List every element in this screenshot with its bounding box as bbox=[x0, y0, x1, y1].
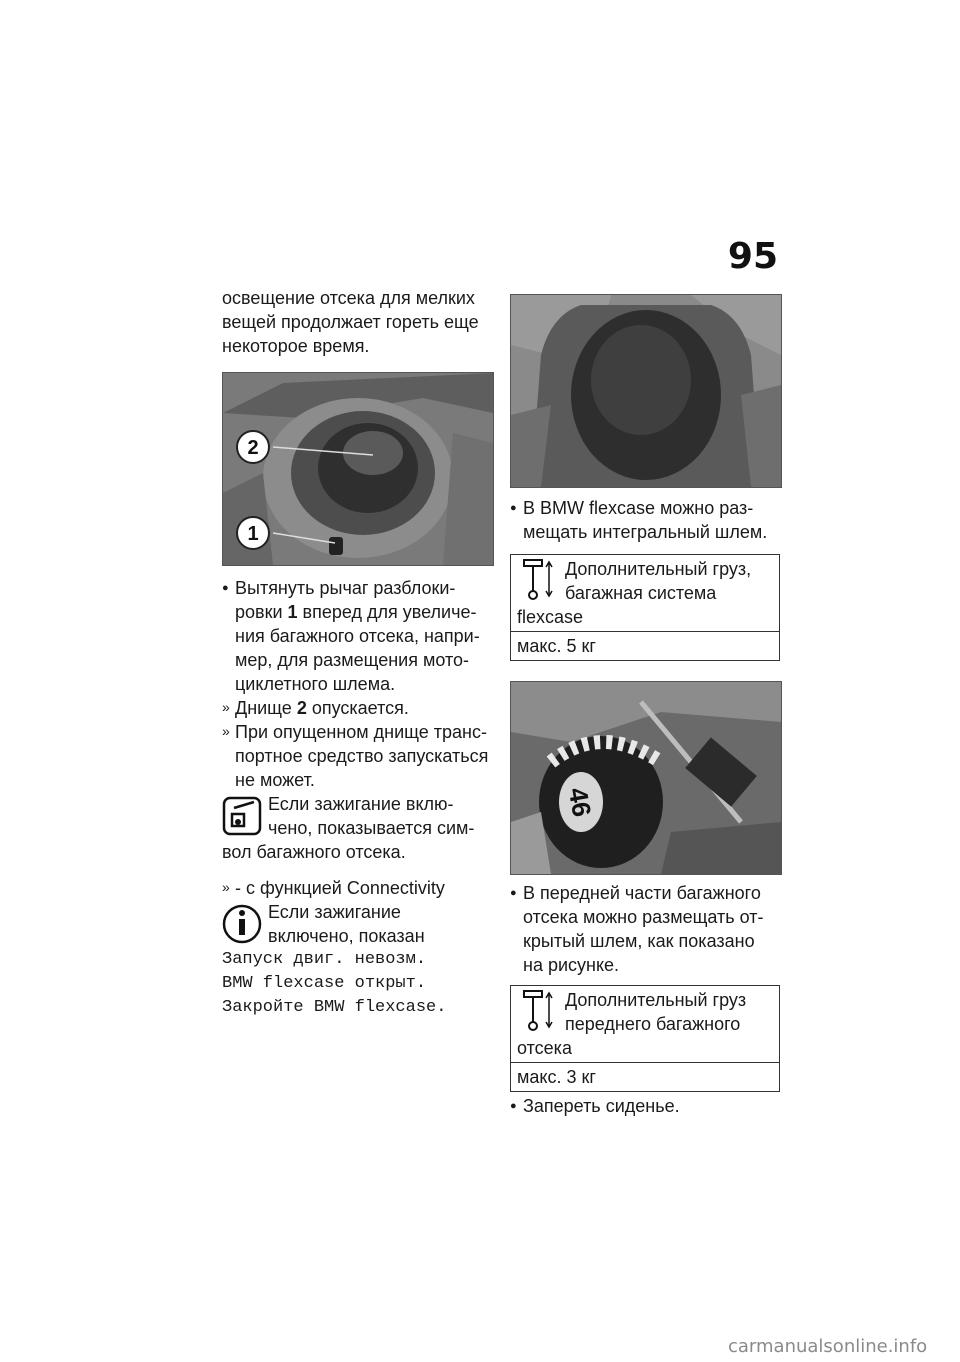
front-compartment-helmet-photo bbox=[510, 681, 782, 875]
intro-text: освещение отсека для мелких вещей продолжает гореть еще некоторое время. bbox=[222, 288, 479, 356]
step-lock-seat: ● Запереть сиденье. bbox=[510, 1094, 780, 1118]
callout-2: 2 bbox=[247, 437, 259, 459]
note-connectivity-info: Если зажигание включено, показан bbox=[222, 900, 492, 948]
step-open-helmet: ● В передней части багажного отсека можно размещать от- крытый шлем, как показано на рисунке. bbox=[510, 881, 780, 977]
display-message: Запуск двиг. невозм. BMW flexcase открыт. Закройте BMW flexcase. bbox=[222, 950, 447, 1017]
storage-compartment-photo bbox=[222, 372, 494, 566]
spec-front-compartment-load: Дополнительный груз переднего багажного отсека макс. 3 кг bbox=[510, 985, 780, 1092]
info-icon bbox=[222, 900, 264, 946]
watermark: carmanualsonline.info bbox=[728, 1336, 928, 1357]
result-no-start: » При опущенном днище транс- портное средство запускаться не может. bbox=[222, 720, 492, 792]
flexcase-helmet-photo bbox=[510, 294, 782, 488]
result-arrow-icon: » bbox=[222, 879, 230, 895]
right-column bbox=[510, 294, 780, 1118]
result-arrow-icon: » bbox=[222, 723, 230, 739]
callout-1: 1 bbox=[247, 523, 259, 545]
step-pull-lever: ● Вытянуть рычаг разблоки- ровки 1 вперед для увеличе- ния багажного отсека, напри- мер, для размещения мото- циклетного шлема. bbox=[222, 576, 492, 696]
note-compartment-symbol: Если зажигание вклю- чено, показывается сим- вол багажного отсека. bbox=[222, 794, 475, 862]
luggage-compartment-symbol-icon bbox=[222, 792, 264, 838]
load-weight-icon bbox=[521, 557, 557, 603]
result-connectivity: » - с функцией Connectivity bbox=[222, 876, 492, 900]
spec-front-compartment-value: макс. 3 кг bbox=[511, 1063, 780, 1092]
step-integral-helmet: ● В BMW flexcase можно раз- мещать интегральный шлем. bbox=[510, 496, 780, 544]
left-column bbox=[222, 286, 492, 1020]
spec-flexcase-load: Дополнительный груз, багажная система flexcase макс. 5 кг bbox=[510, 554, 780, 661]
svg-text:46: 46 bbox=[562, 785, 598, 820]
result-arrow-icon: » bbox=[222, 699, 230, 715]
spec-flexcase-value: макс. 5 кг bbox=[511, 632, 780, 661]
result-floor-lowers: » Днище 2 опускается. bbox=[222, 696, 492, 720]
page-number: 95 bbox=[727, 236, 778, 277]
load-weight-icon bbox=[521, 988, 557, 1034]
